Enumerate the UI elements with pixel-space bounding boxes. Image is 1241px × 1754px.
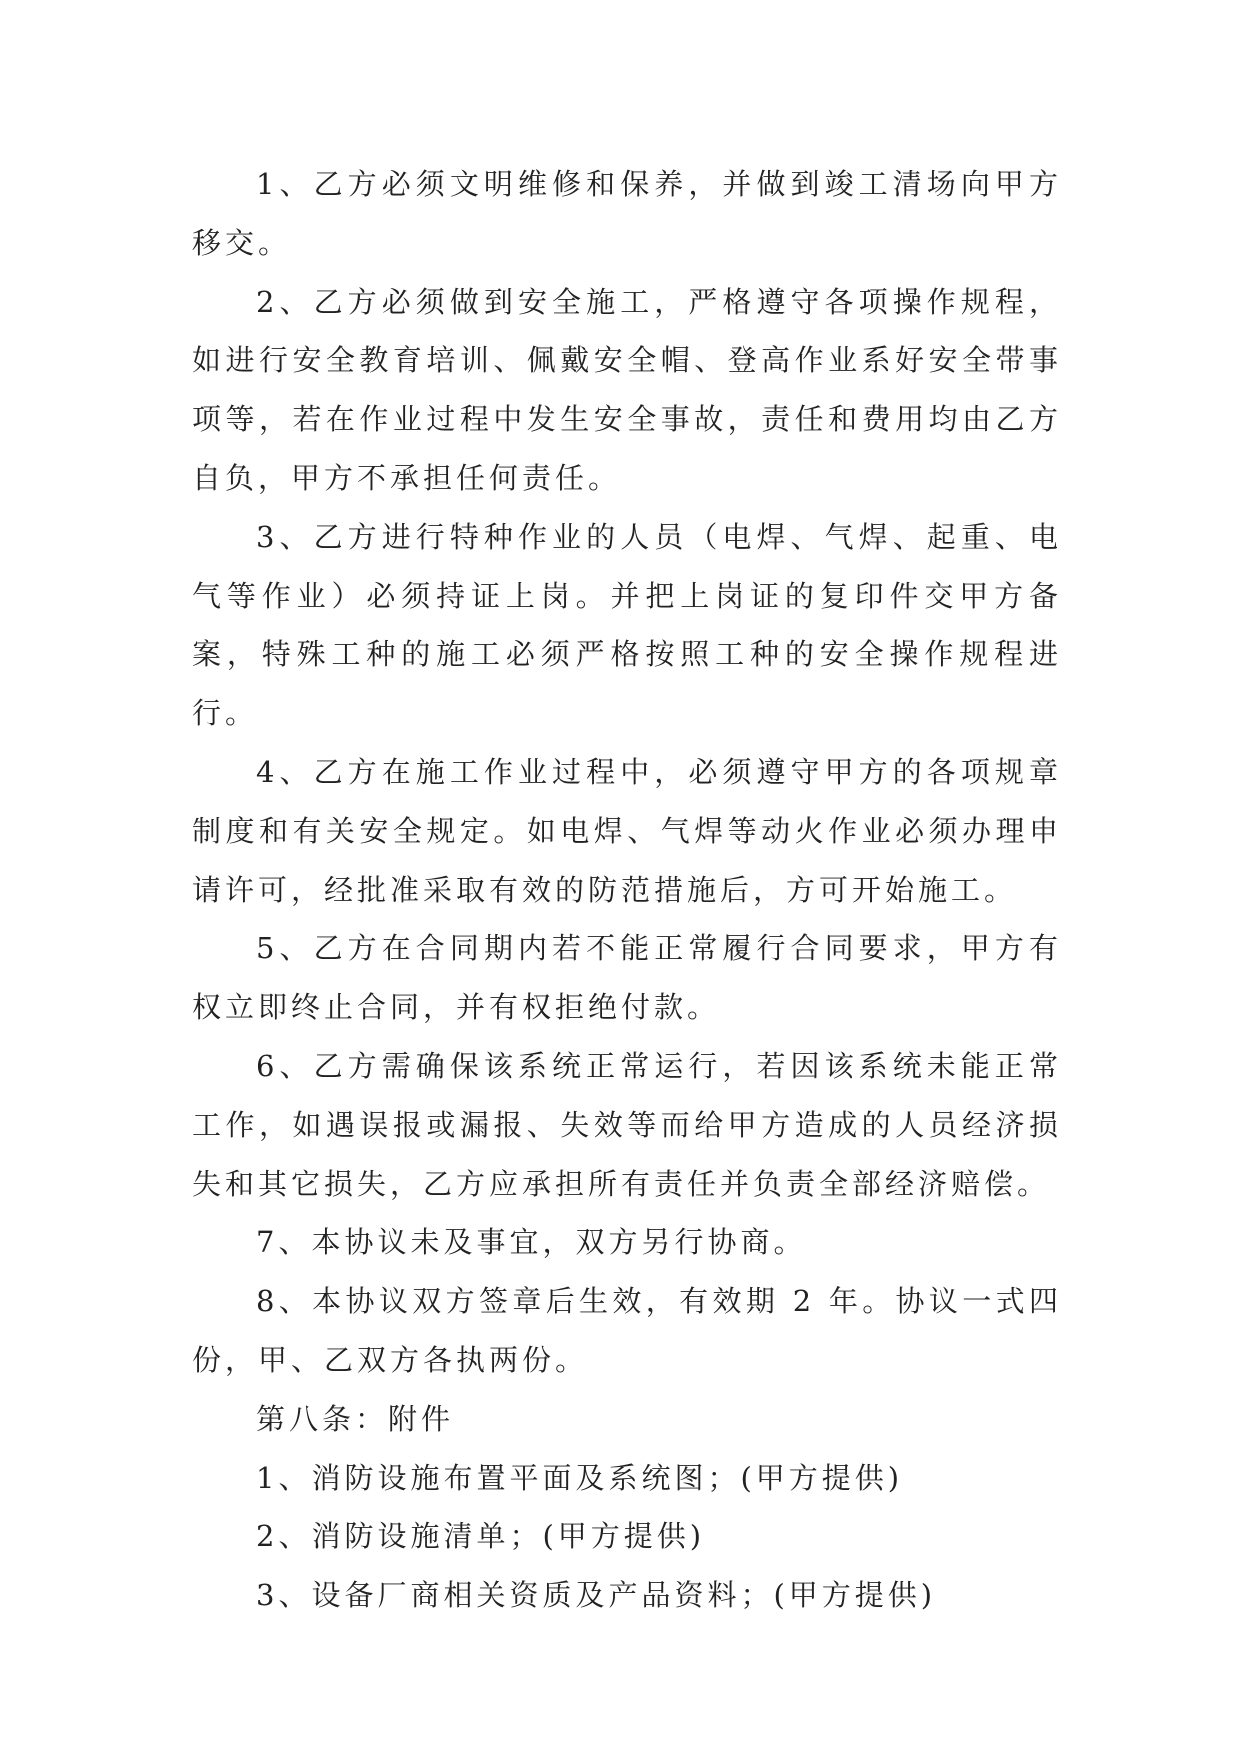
attachment-3: 3、设备厂商相关资质及产品资料；(甲方提供) (256, 1578, 937, 1613)
clause-7: 7、本协议未及事宜，双方另行协商。 (256, 1225, 807, 1260)
document-page (192, 155, 1062, 1625)
clause-5: 5、乙方在合同期内若不能正常履行合同要求，甲方有权立即终止合同，并有权拒绝付款。 (192, 931, 1062, 1025)
attachment-2: 2、消防设施清单；(甲方提供) (256, 1519, 706, 1554)
clause-1: 1、乙方必须文明维修和保养，并做到竣工清场向甲方移交。 (192, 167, 1062, 260)
clause-2: 2、乙方必须做到安全施工，严格遵守各项操作规程，如进行安全教育培训、佩戴安全帽、登高作业系好安全带事项等，若在作业过程中发生安全事故，责任和费用均由乙方自负，甲方不承担任何责任。 (192, 284, 1062, 495)
clause-3: 3、乙方进行特种作业的人员（电焊、气焊、起重、电气等作业）必须持证上岗。并把上岗证的复印件交甲方备案，特殊工种的施工必须严格按照工种的安全操作规程进行。 (192, 519, 1062, 731)
clause-4: 4、乙方在施工作业过程中，必须遵守甲方的各项规章制度和有关安全规定。如电焊、气焊等动火作业必须办理申请许可，经批准采取有效的防范措施后，方可开始施工。 (192, 754, 1062, 907)
clause-6: 6、乙方需确保该系统正常运行，若因该系统未能正常工作，如遇误报或漏报、失效等而给甲方造成的人员经济损失和其它损失，乙方应承担所有责任并负责全部经济赔偿。 (192, 1048, 1062, 1201)
attachment-1: 1、消防设施布置平面及系统图；(甲方提供) (256, 1460, 904, 1495)
clause-8: 8、本协议双方签章后生效，有效期 2 年。协议一式四份，甲、乙双方各执两份。 (192, 1284, 1062, 1377)
article-heading: 第八条：附件 (256, 1401, 455, 1436)
